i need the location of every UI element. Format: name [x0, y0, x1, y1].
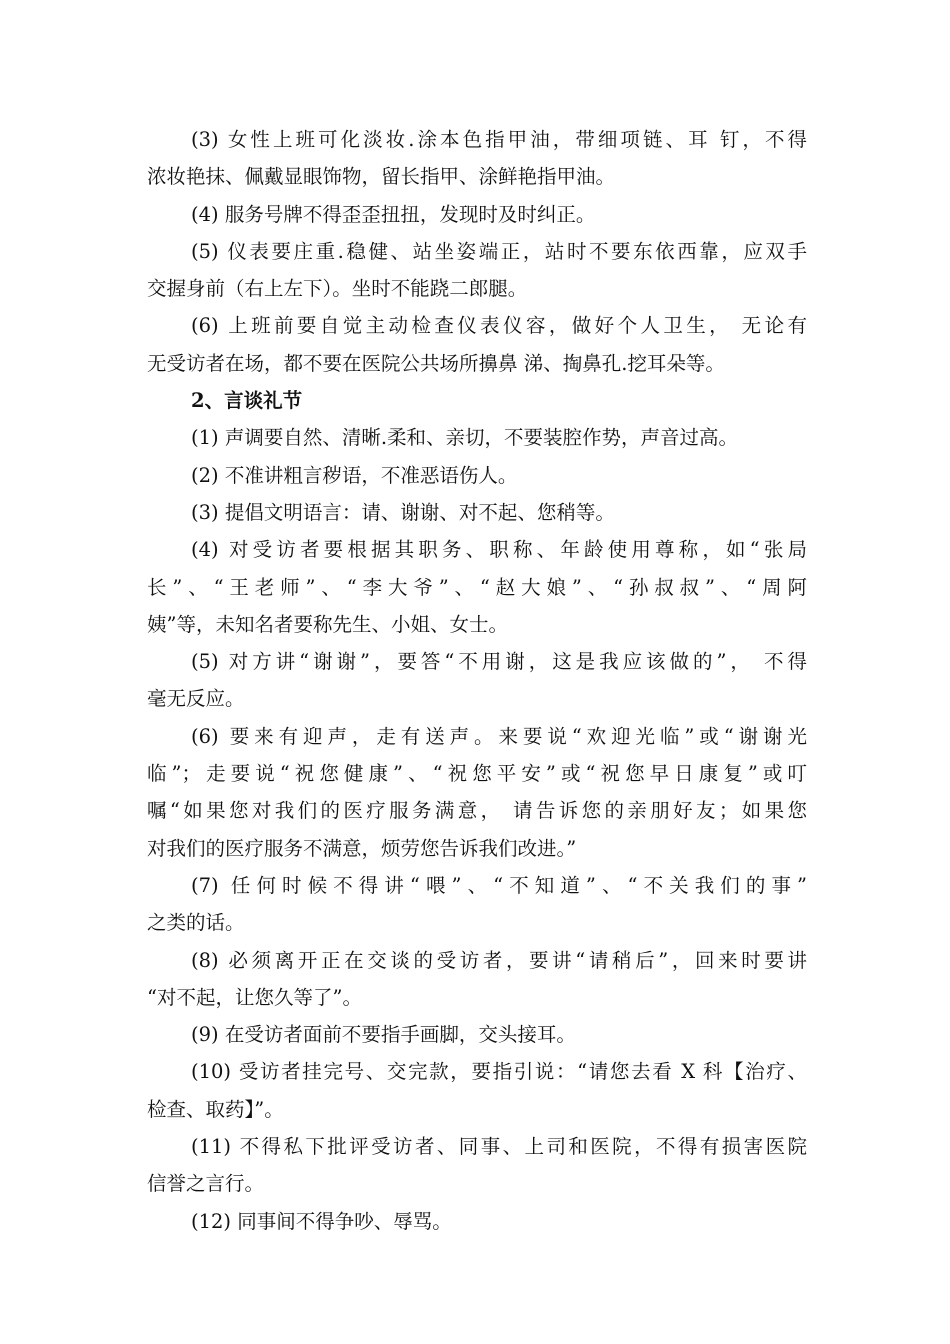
paragraph-line: 临”；走要说“祝您健康”、“祝您平安”或“祝您早日康复”或叮 [147, 762, 807, 786]
paragraph-line: 姨”等，未知名者要称先生、小姐、女士。 [147, 612, 508, 636]
paragraph-line: (4) 对受访者要根据其职务、职称、年龄使用尊称，如“张局 [191, 538, 807, 562]
paragraph-line: 对我们的医疗服务不满意，烦劳您告诉我们改进。” [147, 836, 577, 860]
paragraph-line: (2) 不准讲粗言秽语，不准恶语伤人。 [191, 463, 518, 487]
paragraph-line: 嘱“如果您对我们的医疗服务满意， 请告诉您的亲朋好友；如果您 [147, 799, 807, 823]
paragraph-line: (10) 受访者挂完号、交完款，要指引说：“请您去看 X 科【治疗、 [191, 1060, 807, 1084]
paragraph-line: (5) 仪表要庄重.稳健、站坐姿端正，站时不要东依西靠，应双手 [191, 239, 807, 263]
paragraph-line: (6) 上班前要自觉主动检查仪表仪容，做好个人卫生， 无论有 [191, 314, 807, 338]
paragraph-line: 长”、“王老师”、“李大爷”、“赵大娘”、“孙叔叔”、“周阿 [147, 575, 807, 599]
paragraph-line: 检查、取药】”。 [147, 1097, 284, 1121]
paragraph-line: (11) 不得私下批评受访者、同事、上司和医院，不得有损害医院 [191, 1135, 807, 1159]
paragraph-line: (6) 要来有迎声，走有送声。来要说“欢迎光临”或“谢谢光 [191, 724, 807, 748]
paragraph-line: 浓妆艳抹、佩戴显眼饰物，留长指甲、涂鲜艳指甲油。 [147, 165, 616, 189]
paragraph-line: (3) 提倡文明语言：请、谢谢、对不起、您稍等。 [191, 500, 615, 524]
paragraph-line: (5) 对方讲“谢谢”，要答“不用谢，这是我应该做的”， 不得 [191, 650, 807, 674]
paragraph-line: (3) 女性上班可化淡妆.涂本色指甲油，带细项链、耳 钉，不得 [191, 128, 807, 151]
paragraph-line: “对不起，让您久等了”。 [147, 985, 362, 1009]
paragraph-line: 无受访者在场，都不要在医院公共场所擤鼻 涕、掏鼻孔.挖耳朵等。 [147, 351, 725, 375]
paragraph-line: (8) 必须离开正在交谈的受访者，要讲“请稍后”，回来时要讲 [191, 948, 807, 972]
paragraph-line: (7) 任何时候不得讲“喂”、“不知道”、“不关我们的事” [191, 873, 807, 897]
paragraph-line: 交握身前（右上左下）。坐时不能跷二郎腿。 [147, 277, 528, 301]
paragraph-line: (9) 在受访者面前不要指手画脚，交头接耳。 [191, 1023, 576, 1047]
document-body [147, 121, 807, 1240]
paragraph-line: (4) 服务号牌不得歪歪扭扭，发现时及时纠正。 [191, 202, 596, 226]
paragraph-line: 毫无反应。 [147, 687, 245, 711]
section-heading: 2、言谈礼节 [191, 389, 303, 413]
paragraph-line: 信誉之言行。 [147, 1172, 265, 1196]
paragraph-line: 之类的话。 [147, 911, 245, 935]
paragraph-line: (12) 同事间不得争吵、辱骂。 [191, 1209, 452, 1233]
paragraph-line: (1) 声调要自然、清晰.柔和、亲切，不要装腔作势，声音过高。 [191, 426, 739, 450]
